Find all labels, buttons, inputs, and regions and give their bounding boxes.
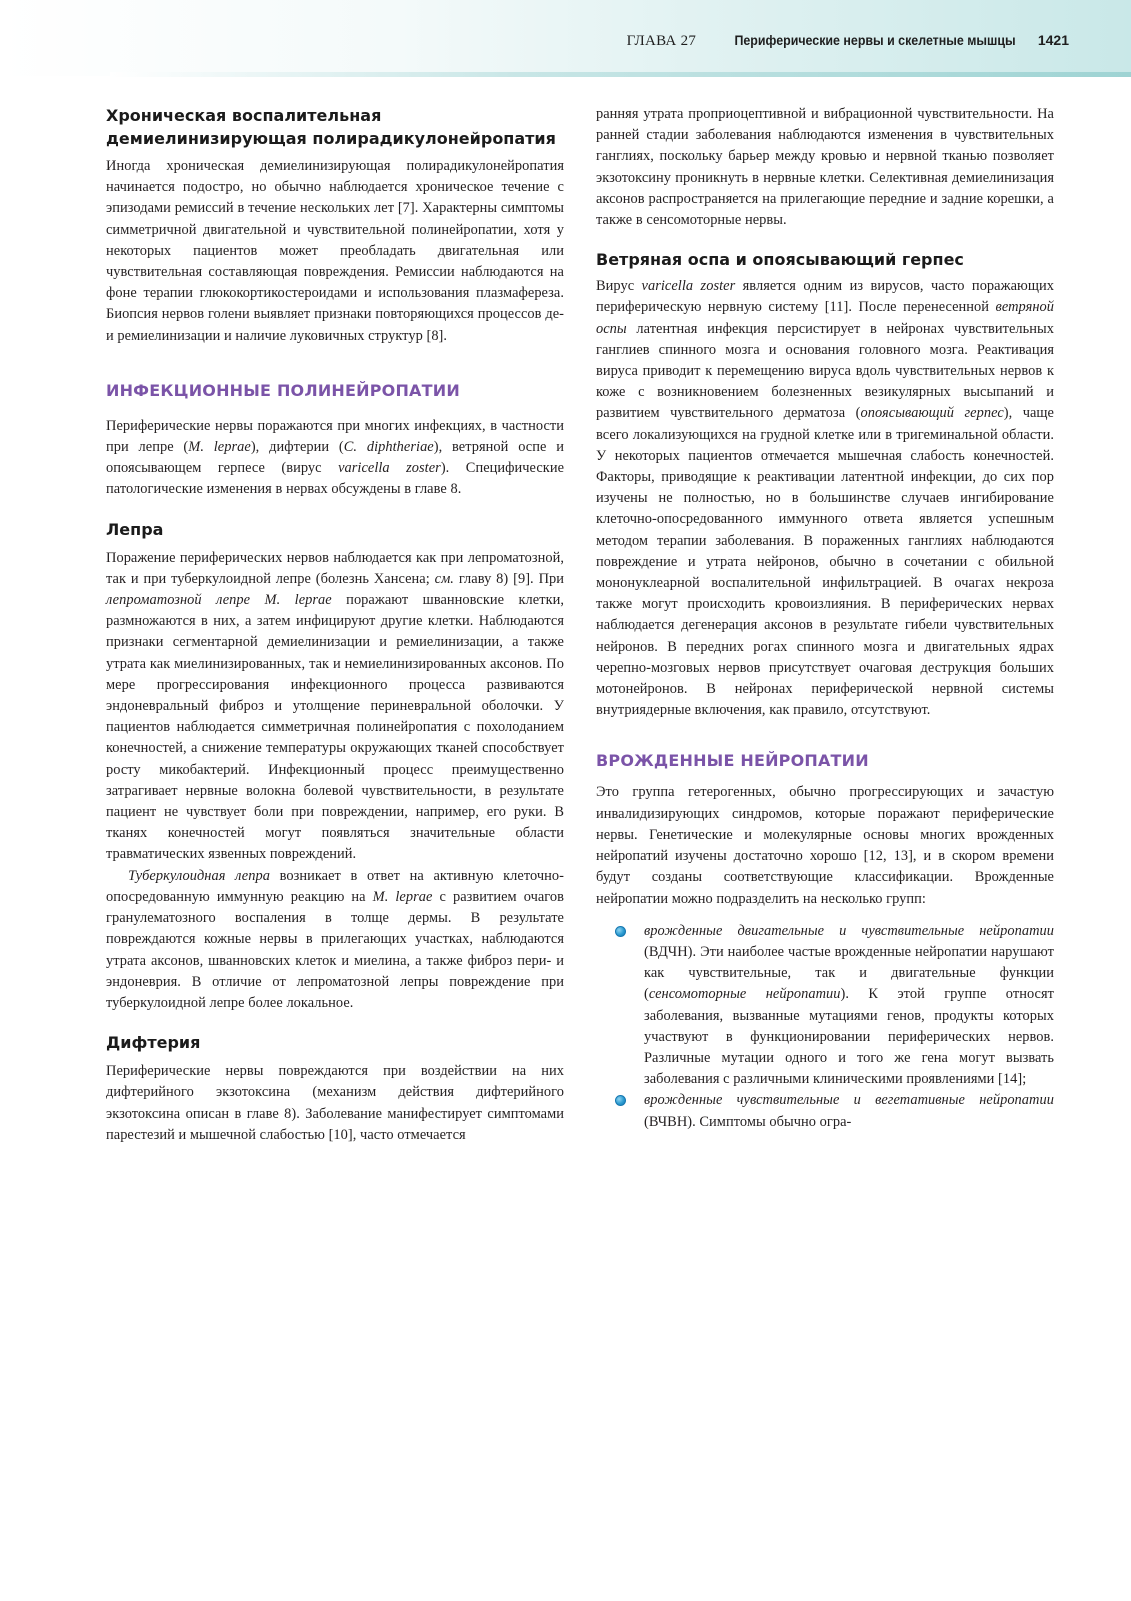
running-head — [627, 32, 1069, 52]
list-item: врожденные двигательные и чувствительные нейропатии (ВДЧН). Эти наиболее частые врожденные нейропатии нарушают как чувствительные, так и двигательные функции (сенсомоторные нейропатии). К этой группе относят заболевания, вызванные мутациями генов, продукты которых участвуют в функционировании периферических нервов. Различные мутации одного и того же гена могут вызвать заболевания с различными клиническими проявлениями [14]; — [596, 921, 1054, 1091]
paragraph-congenital: Это группа гетерогенных, обычно прогрессирующих и зачастую инвалидизирующих синдромов, которые поражают периферические нервы. Генетические и молекулярные основы многих врожденных нейропатий изучены достаточно хорошо [12, 13], и в скором времени будут созданы соответствующие классификации. Врожденные нейропатии можно подразделить на несколько групп: — [596, 784, 1054, 907]
section-heading-congenital: ВРОЖДЕННЫЕ НЕЙРОПАТИИ — [596, 751, 869, 771]
paragraph-leprosy-1: Поражение периферических нервов наблюдается как при лепроматозной, так и при туберкулоидной лепре (болезнь Хансена; см. главу 8) [9]. При лепроматозной лепре M. leprae поражают шванновские клетки, размножаются в них, а затем инфицируют другие клетки. Наблюдаются признаки сегментарной демиелинизации и ремиелинизации, а также утрата как миелинизированных, так и немиелинизированных аксонов. По мере прогрессирования инфекционного процесса развиваются эндоневральный фиброз и утолщение периневральной оболочки. У пациентов наблюдается симметричная полинейропатия с похолоданием конечностей, а снижение температуры окружающих тканей способствует росту микобактерий. Инфекционный процесс преимущественно затрагивает нервные волокна болевой чувствительности, в результате пациент не чувствует боли при повреждении, например, его руки. В тканях конечностей могут появляться значительные области травматических язвенных повреждений. — [106, 549, 565, 863]
heading-diphtheria: Дифтерия — [106, 1033, 201, 1053]
bullet-icon — [615, 926, 626, 937]
left-column — [106, 104, 564, 1146]
chapter-label: ГЛАВА 27 — [626, 33, 697, 49]
page-number: 1421 — [1037, 32, 1069, 48]
heading-leprosy: Лепра — [106, 519, 164, 539]
paragraph-leprosy-2: Туберкулоидная лепра возникает в ответ на активную клеточно-опосредованную иммунную реакцию на M. leprae с развитием очагов гранулематозного воспаления в толще дермы. В результате повреждаются кожные нервы в прилегающих участках, наблюдаются утрата аксонов, шванновских клеток и миелина, а также фиброз пери- и эндоневрия. В отличие от лепроматозной лепры повреждение при туберкулоидной лепре более локальное. — [106, 867, 565, 1011]
paragraph-cidp: Иногда хроническая демиелинизирующая полирадикулонейропатия начинается подостро, но обычно наблюдается хроническое течение с эпизодами ремиссий в течение нескольких лет [7]. Характерны симптомы симметричной двигательной и чувствительной полинейропатии, хотя у некоторых пациентов может преобладать двигательная или чувствительная составляющая повреждения. Ремиссии наблюдаются на фоне терапии глюкокортикостероидами и использования плазмафереза. Биопсия нервов голени выявляет признаки повторяющихся процессов де- и ремиелинизации и наличие луковичных структур [8]. — [106, 158, 564, 344]
chapter-title: Периферические нервы и скелетные мышцы — [734, 33, 1016, 48]
right-column — [596, 104, 1054, 1133]
heading-cidp: Хроническая воспалительная демиелинизирующая полирадикулонейропатия — [106, 106, 556, 148]
header-rule — [110, 72, 1131, 77]
paragraph-varicella: Вирус varicella zoster является одним из вирусов, часто поражающих периферическую нервную систему [11]. После перенесенной ветряной оспы латентная инфекция персистирует в нейронах чувствительных ганглиев спинного мозга и основания головного мозга. Реактивация вируса приводит к перемещению вируса вдоль чувствительных нервов к коже с возникновением болезненных везикулярных высыпаний и развитием чувствительного дерматоза (опоясывающий герпес), чаще всего локализующихся на грудной клетке или в тригеминальной области. У некоторых пациентов отмечается мышечная слабость конечностей. Факторы, приводящие к реактивации латентной инфекции, до сих пор изучены не полностью, но в большинстве случаев ингибирование клеточно-опосредованного иммунного ответа является успешным методом терапии заболевания. В пораженных ганглиях наблюдаются повреждение и утрата нейронов, обычно в сочетании с обильной мононуклеарной воспалительной инфильтрацией. В очагах некроза также могут происходить кровоизлияния. В периферических нервах наблюдается дегенерация аксонов в результате гибели чувствительных нейронов. В передних рогах спинного мозга и двигательных ядрах черепно-мозговых нервов присутствует очаговая деструкция больших мотонейронов. В нейронах периферической нервной системы внутриядерные включения, как правило, отсутствуют. — [596, 278, 1054, 719]
congenital-list — [596, 921, 1054, 1133]
paragraph-diphtheria-continued: ранняя утрата проприоцептивной и вибрационной чувствительности. На ранней стадии заболевания наблюдаются изменения в чувствительных ганглиях, поскольку барьер между кровью и нервной тканью позволяет экзотоксину проникнуть в нервные клетки. Селективная демиелинизация аксонов распространяется на прилегающие передние и задние корешки, а также в сенсомоторные нервы. — [596, 106, 1054, 229]
list-item: врожденные чувствительные и вегетативные нейропатии (ВЧВН). Симптомы обычно огра- — [596, 1090, 1054, 1132]
paragraph-diphtheria: Периферические нервы повреждаются при воздействии на них дифтерийного экзотоксина (механизм действия дифтерийного экзотоксина описан в главе 8). Заболевание манифестирует симптомами парестезий и мышечной слабостью [10], часто отмечается — [106, 1063, 564, 1143]
bullet-icon — [615, 1095, 626, 1106]
heading-varicella: Ветряная оспа и опоясывающий герпес — [596, 250, 964, 270]
section-heading-infectious: ИНФЕКЦИОННЫЕ ПОЛИНЕЙРОПАТИИ — [106, 380, 460, 400]
paragraph-infectious: Периферические нервы поражаются при многих инфекциях, в частности при лепре (M. leprae), дифтерии (C. diphtheriae), ветряной оспе и опоясывающем герпесе (вирус varicella zoster). Специфические патологические изменения в нервах обсуждены в главе 8. — [106, 417, 565, 498]
